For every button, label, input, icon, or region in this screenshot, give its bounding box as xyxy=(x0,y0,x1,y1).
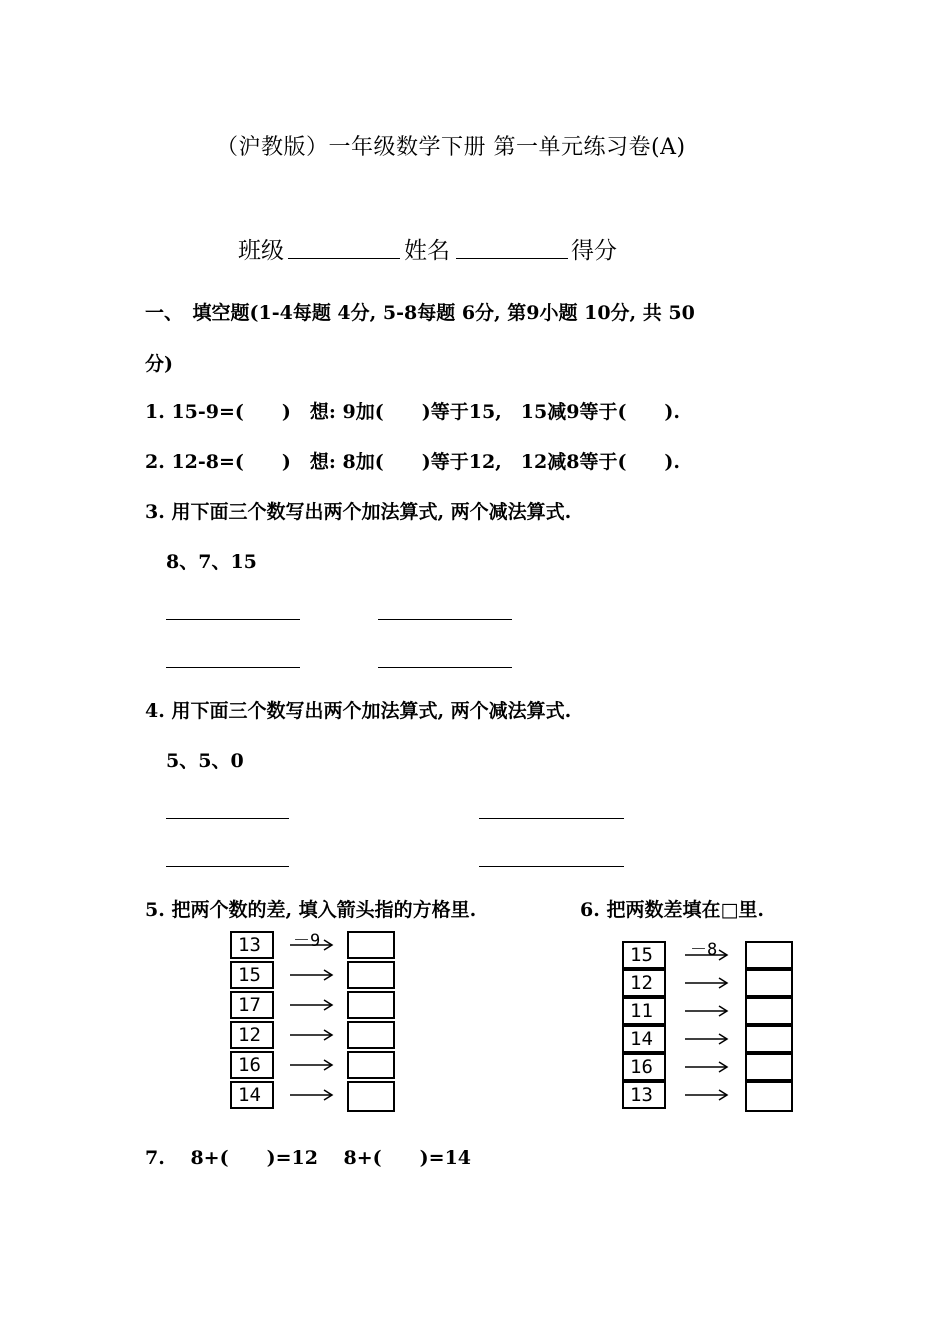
number-cell: 11 xyxy=(622,997,666,1025)
number-cell: 15 xyxy=(622,941,666,969)
operator-label: －8 xyxy=(690,940,718,960)
question-3: 3. 用下面三个数写出两个加法算式, 两个减法算式. xyxy=(145,501,572,523)
arrow-icon xyxy=(288,968,336,982)
arrow-icon xyxy=(288,998,336,1012)
question-2: 2. 12-8=( ) 想: 8加( )等于12, 12减8等于( ). xyxy=(145,451,681,473)
answer-box[interactable] xyxy=(347,1051,395,1079)
answer-box[interactable] xyxy=(347,961,395,989)
number-cell: 14 xyxy=(230,1081,274,1109)
arrow-icon xyxy=(683,976,731,990)
section-heading: 一、 填空题(1-4每题 4分, 5-8每题 6分, 第9小题 10分, 共 50 xyxy=(145,302,695,324)
question-7: 7. 8+( )=12 8+( )=14 xyxy=(145,1147,472,1169)
arrow-icon xyxy=(288,938,336,952)
arrow-icon xyxy=(683,1088,731,1102)
question-3-numbers: 8、7、15 xyxy=(166,551,257,573)
answer-line[interactable] xyxy=(166,866,289,867)
answer-box[interactable] xyxy=(347,1021,395,1049)
answer-box[interactable] xyxy=(745,941,793,969)
answer-box[interactable] xyxy=(745,1025,793,1053)
question-4-numbers: 5、5、0 xyxy=(166,750,244,772)
number-cell: 13 xyxy=(622,1081,666,1109)
answer-line[interactable] xyxy=(166,818,289,819)
arrow-icon xyxy=(683,1032,731,1046)
arrow-icon xyxy=(683,948,731,962)
arrow-icon xyxy=(683,1004,731,1018)
name-label: 姓名 xyxy=(404,238,450,264)
number-cell: 15 xyxy=(230,961,274,989)
answer-line[interactable] xyxy=(378,619,512,620)
number-cell: 17 xyxy=(230,991,274,1019)
answer-line[interactable] xyxy=(479,866,624,867)
arrow-icon xyxy=(288,1028,336,1042)
question-1: 1. 15-9=( ) 想: 9加( )等于15, 15减9等于( ). xyxy=(145,401,681,423)
answer-box[interactable] xyxy=(745,969,793,997)
answer-line[interactable] xyxy=(378,667,512,668)
class-blank[interactable] xyxy=(288,258,400,259)
answer-line[interactable] xyxy=(166,619,300,620)
number-cell: 16 xyxy=(622,1053,666,1081)
answer-box[interactable] xyxy=(745,1053,793,1081)
operator-label: －9 xyxy=(293,931,321,951)
arrow-icon xyxy=(683,1060,731,1074)
question-6: 6. 把两数差填在□里. xyxy=(580,899,765,921)
class-label: 班级 xyxy=(238,238,284,264)
section-heading-cont: 分) xyxy=(145,353,173,375)
number-cell: 16 xyxy=(230,1051,274,1079)
question-4: 4. 用下面三个数写出两个加法算式, 两个减法算式. xyxy=(145,700,572,722)
arrow-icon xyxy=(288,1058,336,1072)
page-title: （沪教版）一年级数学下册 第一单元练习卷(A) xyxy=(216,135,686,160)
score-label: 得分 xyxy=(571,238,617,264)
answer-box[interactable] xyxy=(745,997,793,1025)
answer-box[interactable] xyxy=(347,931,395,959)
name-blank[interactable] xyxy=(456,258,568,259)
answer-box[interactable] xyxy=(347,1081,395,1112)
answer-box[interactable] xyxy=(745,1081,793,1112)
answer-box[interactable] xyxy=(347,991,395,1019)
answer-line[interactable] xyxy=(166,667,300,668)
number-cell: 14 xyxy=(622,1025,666,1053)
number-cell: 12 xyxy=(622,969,666,997)
number-cell: 13 xyxy=(230,931,274,959)
arrow-icon xyxy=(288,1088,336,1102)
question-5: 5. 把两个数的差, 填入箭头指的方格里. xyxy=(145,899,477,921)
answer-line[interactable] xyxy=(479,818,624,819)
number-cell: 12 xyxy=(230,1021,274,1049)
